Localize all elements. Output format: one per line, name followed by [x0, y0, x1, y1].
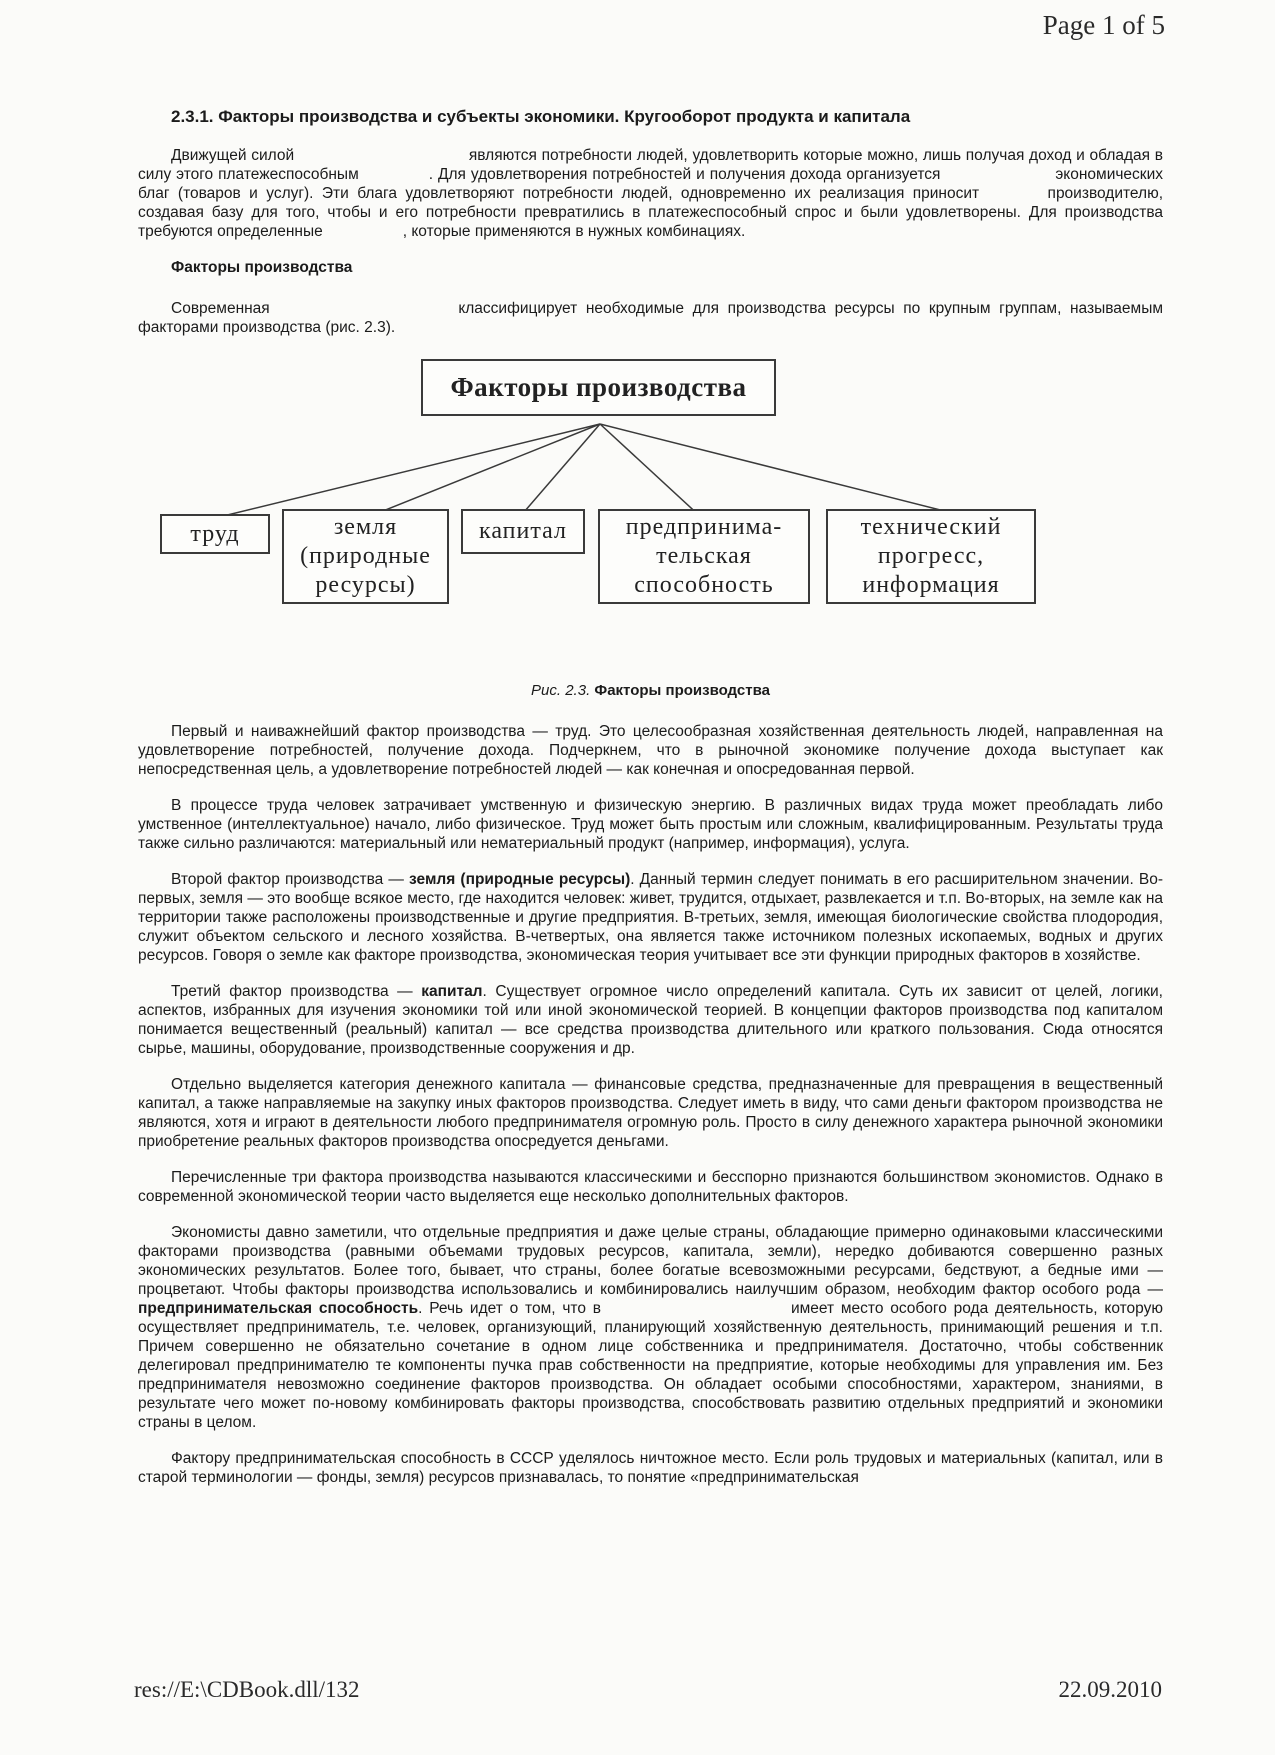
- factor-box-progress: [826, 509, 1036, 604]
- section-title: 2.3.1. Факторы производства и субъекты экономики. Кругооборот продукта и капитала: [171, 107, 911, 126]
- connector-line-capital: [518, 424, 600, 519]
- modern-text-2: классифицирует необходимые для производства ресурсы по крупным группам, называемым факторами производства (рис. 2.3).: [138, 300, 1164, 336]
- term-land: земля (природные ресурсы): [409, 871, 631, 888]
- footer-source-path: res://E:\CDBook.dll/132: [134, 1677, 360, 1702]
- modern-paragraph: [138, 299, 1163, 337]
- paragraph-capital: [138, 982, 1163, 1058]
- footer-date: 22.09.2010: [1058, 1677, 1162, 1702]
- intro-text-2: являются потребности людей, удовлетворить которые можно, лишь получая доход и обладая в силу этого платежеспособным: [138, 147, 1163, 183]
- factor-label-entrepreneurship: предпринима- тельская способность: [625, 514, 783, 598]
- figure-number: Рис. 2.3.: [531, 682, 591, 699]
- figure-caption: [138, 681, 1163, 700]
- paragraph-labor-energy: В процессе труда человек затрачивает умственную и физическую энергию. В различных видах труда может преобладать либо умственное (интеллектуальное) начало, либо физическое. Труд может быть простым или сложным, квалифицированным. Результаты труда также сильно различаются: материальный или нематериальный продукт (например, информация), услуга.: [138, 797, 1163, 852]
- page-counter: Page 1 of 5: [1042, 10, 1165, 40]
- factors-diagram: [138, 359, 1163, 657]
- intro-text-4: экономических благ (товаров и услуг). Эти блага удовлетворяют потребности людей, одновременно их реализация приносит: [138, 166, 1163, 202]
- factor-label-capital: капитал: [479, 518, 567, 544]
- paragraph-entrepreneurship-mid: . Речь идет о том, что в: [418, 1300, 601, 1317]
- connector-line-entrepreneurship: [600, 424, 703, 519]
- factor-box-land: [282, 509, 449, 604]
- factor-label-progress: технический прогресс, информация: [860, 514, 1002, 598]
- paragraph-money-capital: Отдельно выделяется категория денежного капитала — финансовые средства, предназначенные для превращения в вещественный капитал, а также направляемые на закупку иных факторов производства. Следует иметь в виду, что сами деньги фактором производства не являются, хотя и играют в деятельности любого предпринимателя огромную роль. Просто в силу денежного характера рыночной экономики приобретение реальных факторов производства опосредуется деньгами.: [138, 1076, 1163, 1150]
- paragraph-ussr: Фактору предпринимательская способность в СССР уделялось ничтожное место. Если роль трудовых и материальных (капитал, или в старой терминологии — фонды, земля) ресурсов признавалась, то понятие «предпринимательская: [138, 1450, 1163, 1486]
- document-body: [138, 106, 1163, 1504]
- term-entrepreneurship: предпринимательская способность: [138, 1300, 419, 1317]
- paragraph-capital-lead: Третий фактор производства —: [171, 983, 422, 1000]
- connector-line-land: [363, 424, 600, 519]
- paragraph-classical-factors: Перечисленные три фактора производства называются классическими и бесспорно признаются большинством экономистов. Однако в современной экономической теории часто выделяется еще несколько дополнительных факторов.: [138, 1169, 1163, 1205]
- figure-title: Факторы производства: [594, 682, 770, 699]
- connector-line-labor: [211, 424, 600, 519]
- factor-box-capital: [461, 509, 585, 554]
- intro-text-3: . Для удовлетворения потребностей и получения дохода организуется: [428, 166, 941, 183]
- diagram-title-box: Факторы производства: [421, 359, 776, 416]
- paragraph-entrepreneurship-lead: Экономисты давно заметили, что отдельные предприятия и даже целые страны, обладающие примерно одинаковыми классическими факторами производства (равными объемами трудовых ресурсов, капитала, земли), нередко добиваются совершенно разных экономических результатов. Более того, бывает, что страны, более богатые всевозможными ресурсами, бедствуют, а бедные ими — процветают. Чтобы факторы производства использовались и комбинировались наилучшим образом, необходим фактор особого рода —: [138, 1224, 1163, 1298]
- paragraph-land: [138, 870, 1163, 965]
- subheading-factors: Факторы производства: [171, 259, 353, 276]
- intro-text-1: Движущей силой: [171, 147, 295, 164]
- paragraph-capital-body: . Существует огромное число определений капитала. Суть их зависит от целей, логики, аспектов, избранных для изучения экономики той или иной экономической теорией. В концепции факторов производства под капиталом понимается вещественный (реальный) капитал — все средства производства длительного или краткого пользования. Сюда относятся сырье, машины, оборудование, производственные сооружения и др.: [138, 983, 1163, 1057]
- intro-text-5: производителю, создавая базу для того, чтобы и его потребности превратились в платежеспособный спрос и были удовлетворены. Для производства требуются определенные: [138, 185, 1163, 240]
- factor-label-land: земля (природные ресурсы): [300, 514, 431, 598]
- paragraph-land-body: . Данный термин следует понимать в его расширительном значении. Во-первых, земля — это вообще всякое место, где находится человек: живет, трудится, отдыхает, развлекается и т.п. Во-вторых, на земле как на территории также расположены производственные и другие предприятия. В-третьих, земля, имеющая биологические свойства плодородия, служит объектом сельского и лесного хозяйства. В-четвертых, она является также источником полезных ископаемых, водных и других ресурсов. Говоря о земле как факторе производства, экономическая теория учитывает все эти функции природных факторов в хозяйстве.: [138, 871, 1163, 964]
- paragraph-land-lead: Второй фактор производства —: [171, 871, 410, 888]
- connector-line-progress: [600, 424, 976, 519]
- paragraph-labor: Первый и наиважнейший фактор производства — труд. Это целесообразная хозяйственная деятельность людей, направленная на удовлетворение потребностей, получение дохода. Подчеркнем, что в рыночной экономике получение дохода выступает как непосредственная цель, а удовлетворение потребностей людей — как конечная и опосредованная первой.: [138, 723, 1163, 778]
- term-capital: капитал: [421, 983, 483, 1000]
- paragraph-entrepreneurship-body: имеет место особого рода деятельность, которую осуществляет предприниматель, т.е. человек, организующий, планирующий хозяйственную деятельность, принимающий решения и т.п. Причем совершенно не обязательно сочетание в одном лице собственника и предпринимателя. Достаточно, чтобы собственник делегировал предпринимателю те компоненты пучка прав собственности на предприятие, которые необходимы для управления им. Без предпринимателя невозможно соединение факторов производства. Он обладает особыми способностями, характером, знаниями, в результате чего может по-новому комбинировать факторы производства, способствовать развитию отдельных предприятий и экономики страны в целом.: [138, 1300, 1163, 1431]
- modern-text-1: Современная: [171, 300, 270, 317]
- paragraph-entrepreneurship: [138, 1223, 1163, 1432]
- intro-text-6: , которые применяются в нужных комбинациях.: [402, 223, 746, 240]
- factor-label-labor: труд: [190, 520, 240, 547]
- factor-box-entrepreneurship: [598, 509, 810, 604]
- factor-box-labor: [160, 514, 270, 554]
- intro-paragraph: [138, 146, 1163, 241]
